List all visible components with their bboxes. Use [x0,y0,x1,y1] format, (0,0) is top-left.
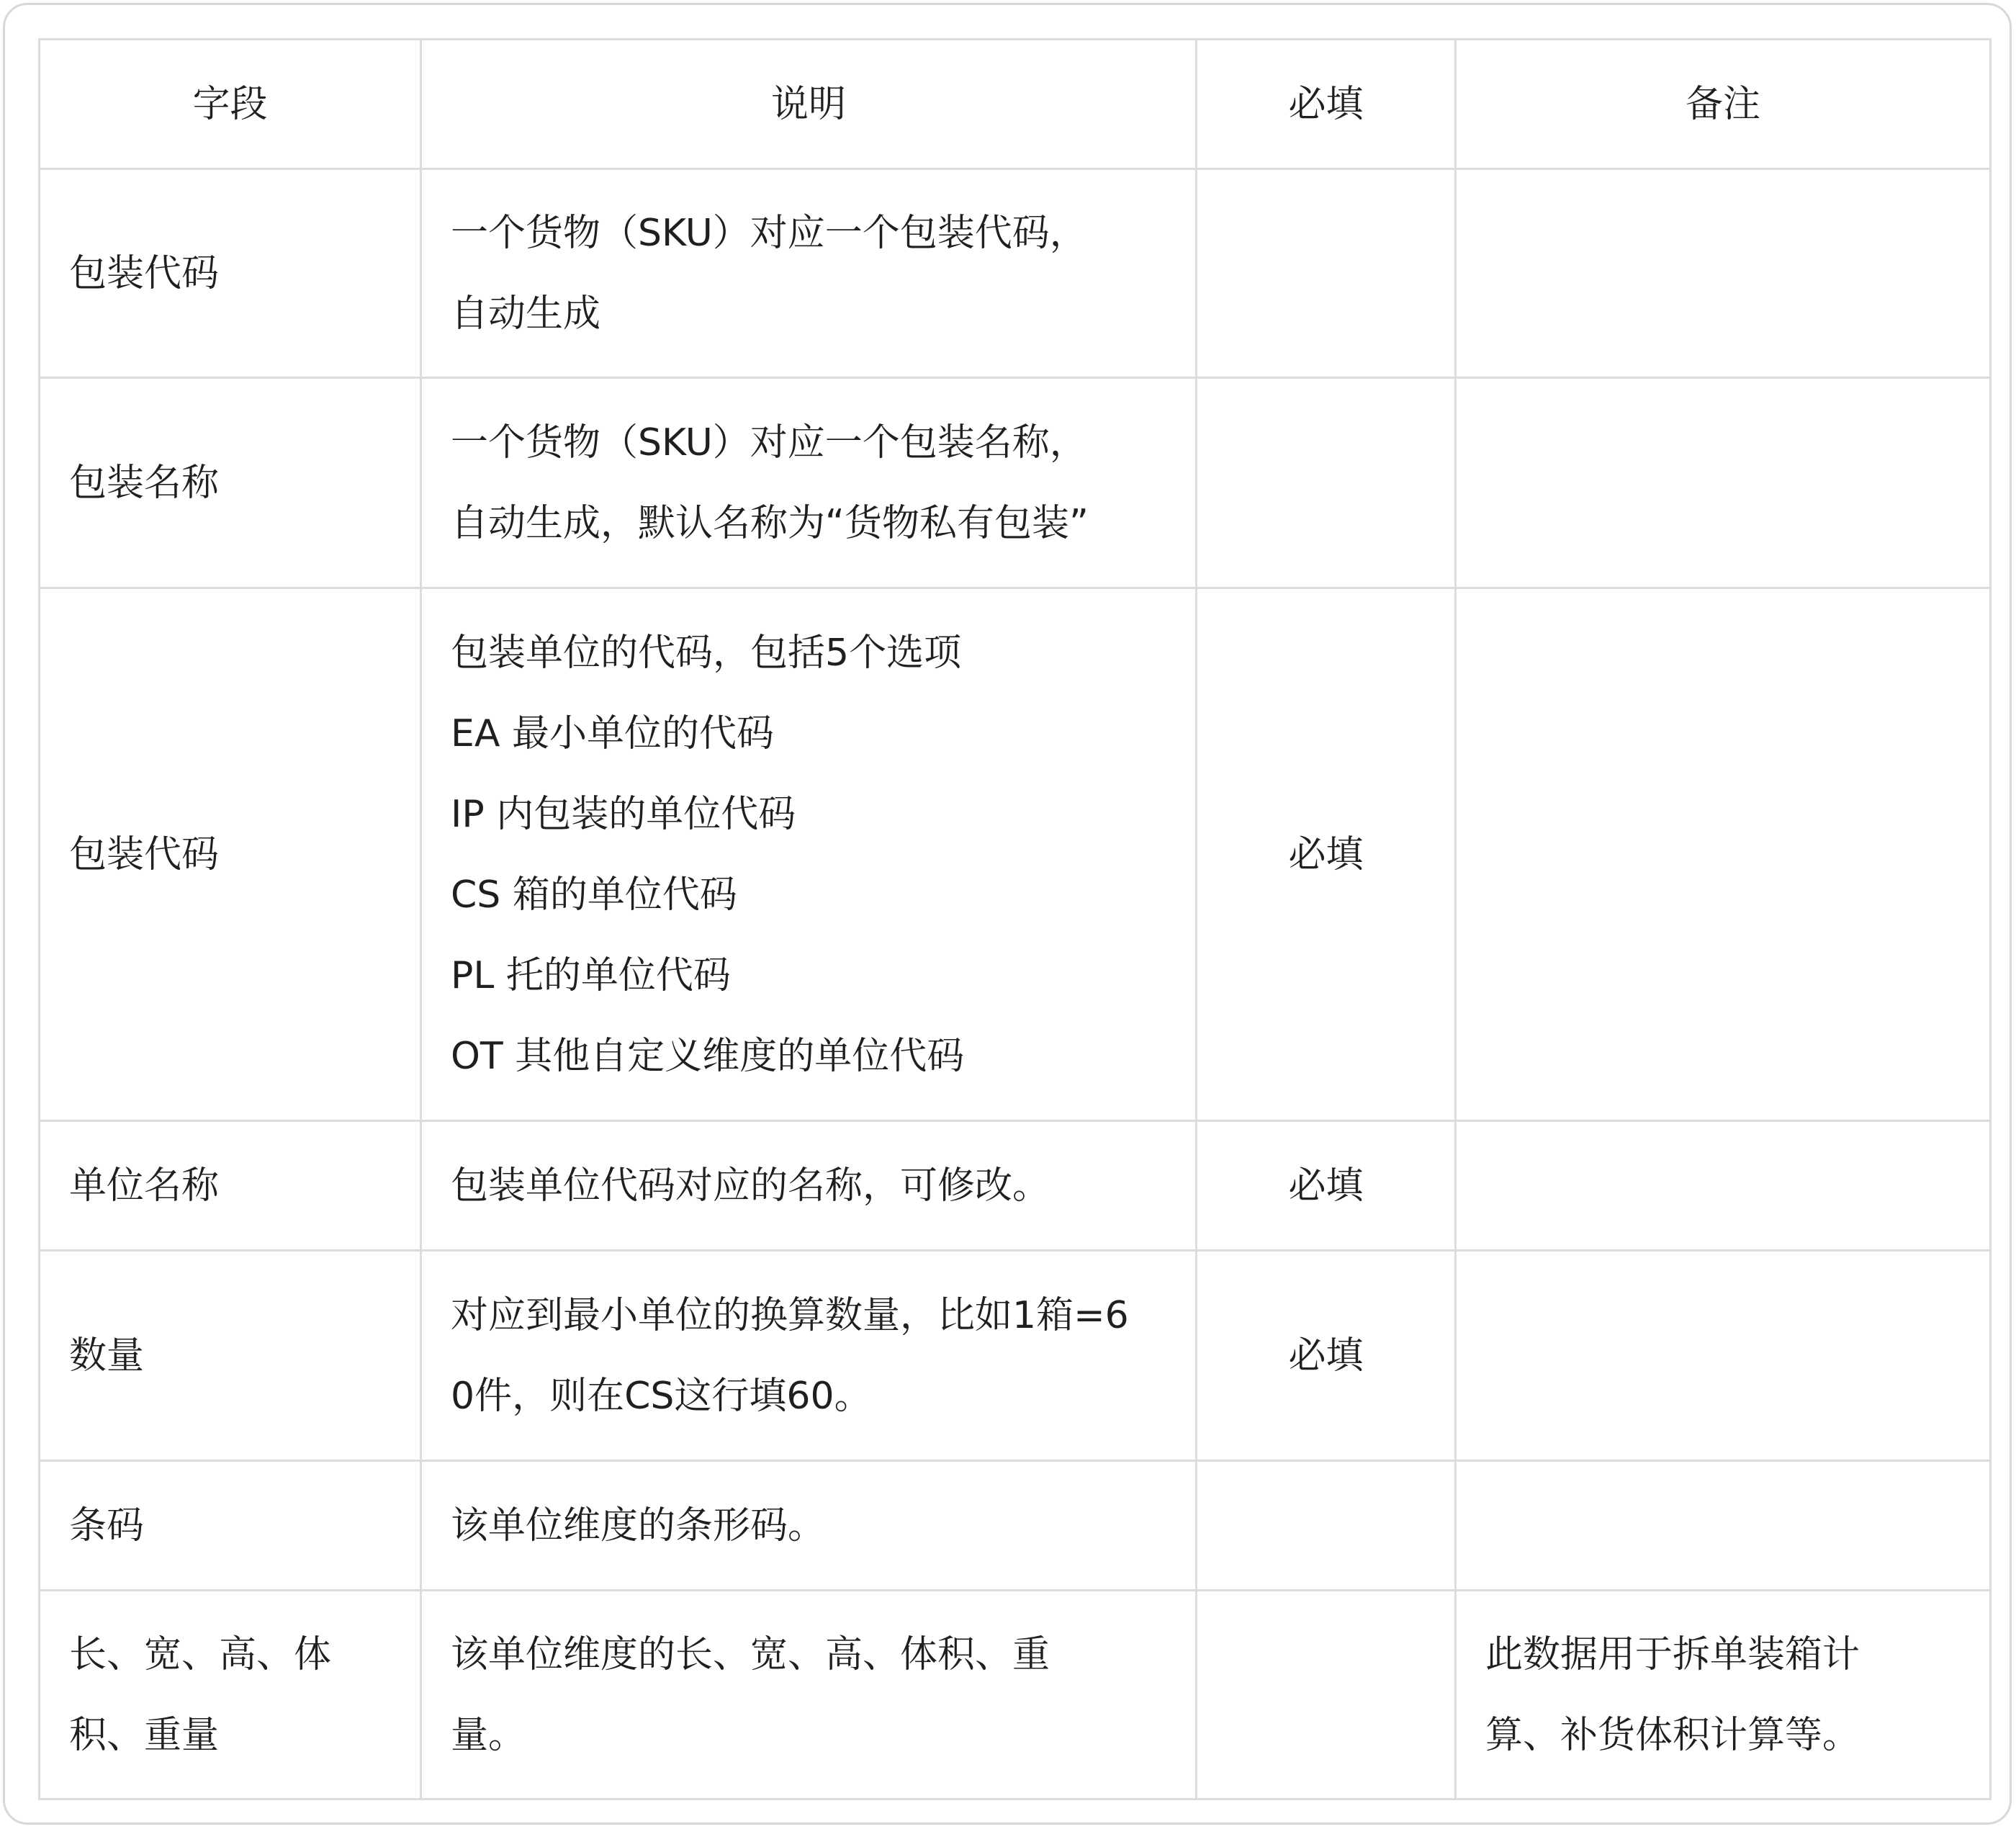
header-field: 字段 [40,40,421,169]
remark-cell [1456,1121,1991,1251]
remark-cell [1456,1591,1991,1799]
header-remark: 备注 [1456,40,1991,169]
table-row [40,378,1991,588]
description-line: 该单位维度的长、宽、高、体积、重 [451,1632,1050,1676]
description-cell [421,1591,1197,1799]
remark-line: 算、补货体积计算等。 [1485,1713,1860,1757]
description-cell [421,1251,1197,1461]
remark-cell [1456,1251,1991,1461]
header-description: 说明 [421,40,1197,169]
description-line: OT 其他自定义维度的单位代码 [451,1034,965,1078]
field-cell [40,169,421,378]
field-cell [40,1591,421,1799]
table-row [40,1251,1991,1461]
table-row [40,1591,1991,1799]
description-line: CS 箱的单位代码 [451,873,737,917]
field-text: 包装代码 [69,251,220,295]
field-text: 包装代码 [69,832,220,876]
required-cell [1197,378,1456,588]
description-line: PL 托的单位代码 [451,953,731,997]
description-line: 自动生成，默认名称为“货物私有包装” [451,501,1089,545]
field-cell [40,1121,421,1251]
field-text: 条码 [69,1504,145,1547]
description-line: 自动生成 [451,292,601,336]
description-line: 包装单位代码对应的名称，可修改。 [451,1164,1050,1208]
document-frame [3,3,2012,1825]
remark-cell [1456,378,1991,588]
description-cell [421,169,1197,378]
description-cell [421,1461,1197,1591]
field-text: 长、宽、高、体 [69,1632,332,1676]
required-cell: 必填 [1197,1251,1456,1461]
table-row [40,1461,1991,1591]
required-cell: 必填 [1197,588,1456,1121]
description-cell [421,378,1197,588]
description-line: IP 内包装的单位代码 [451,792,796,836]
field-cell [40,1251,421,1461]
description-line: EA 最小单位的代码 [451,711,774,755]
remark-line: 此数据用于拆单装箱计 [1485,1632,1860,1676]
field-text: 积、重量 [69,1713,220,1757]
required-cell: 必填 [1197,1121,1456,1251]
description-line: 一个货物（SKU）对应一个包装代码， [451,211,1087,255]
description-cell [421,1121,1197,1251]
field-cell [40,378,421,588]
required-cell [1197,1461,1456,1591]
header-required: 必填 [1197,40,1456,169]
description-line: 包装单位的代码，包括5个选项 [451,631,962,675]
description-line: 一个货物（SKU）对应一个包装名称， [451,421,1087,464]
field-text: 单位名称 [69,1164,220,1208]
packaging-fields-table [38,38,1992,1800]
description-line: 量。 [451,1713,526,1757]
remark-cell [1456,1461,1991,1591]
required-cell [1197,169,1456,378]
table-row [40,169,1991,378]
description-line: 该单位维度的条形码。 [451,1504,826,1547]
description-cell [421,588,1197,1121]
remark-cell [1456,588,1991,1121]
remark-cell [1456,169,1991,378]
table-row [40,1121,1991,1251]
field-text: 包装名称 [69,461,220,505]
table-row [40,588,1991,1121]
field-cell [40,1461,421,1591]
description-line: 对应到最小单位的换算数量，比如1箱=6 [451,1293,1129,1337]
table-header-row [40,40,1991,169]
description-line: 0件，则在CS这行填60。 [451,1374,872,1418]
field-text: 数量 [69,1334,145,1378]
required-cell [1197,1591,1456,1799]
field-cell [40,588,421,1121]
